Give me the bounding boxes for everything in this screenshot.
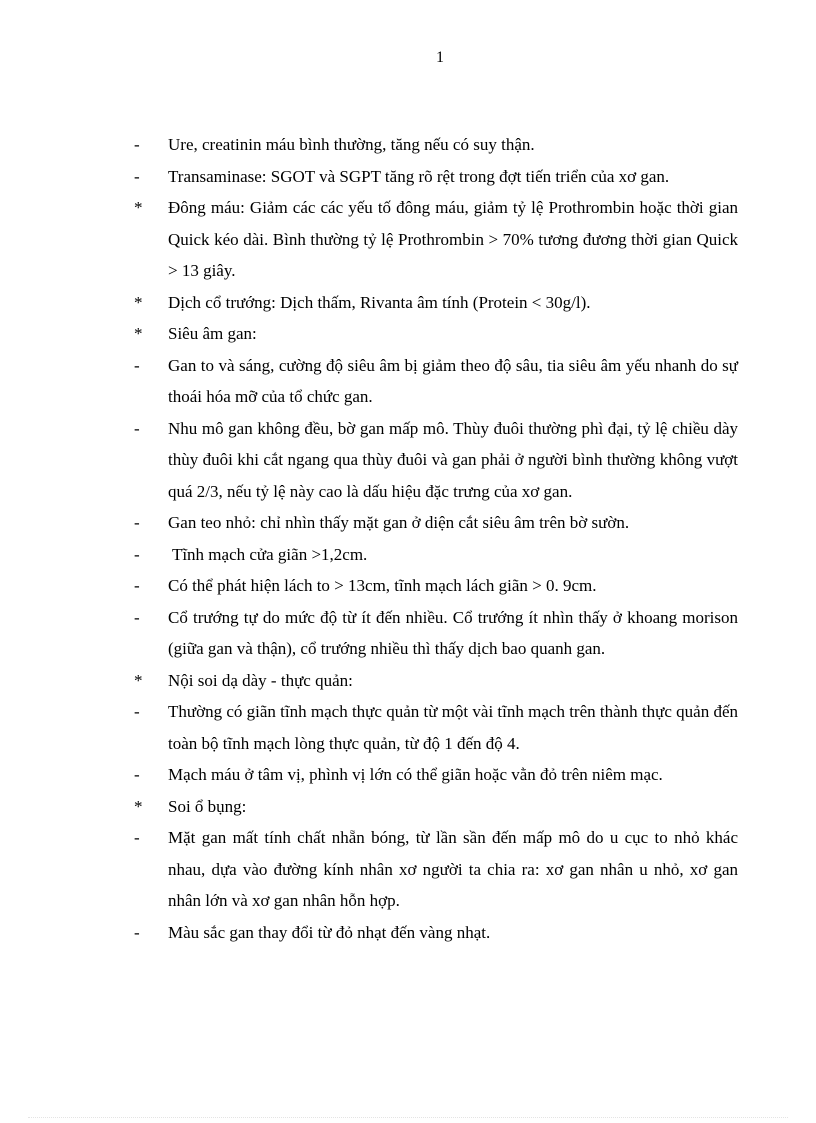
bullet-marker: -	[134, 418, 140, 438]
section-heading: Soi ổ bụng:	[168, 796, 247, 816]
list-item-text: Mặt gan mất tính chất nhẵn bóng, từ lần sần đến mấp mô do u cục to nhỏ khác nhau, dựa vào đường kính nhân xơ người ta chia ra: xơ gan nhân u nhỏ, xơ gan nhân lớn và xơ gan nhân hỗn hợp.	[168, 828, 738, 910]
bullet-marker: -	[134, 607, 140, 627]
list-item	[0, 665, 738, 697]
list-item-text: Dịch cổ trướng: Dịch thấm, Rivanta âm tính (Protein < 30g/l).	[168, 292, 591, 312]
list-item-text: Mạch máu ở tâm vị, phình vị lớn có thể giãn hoặc vằn đỏ trên niêm mạc.	[168, 765, 663, 784]
bullet-marker: -	[134, 544, 140, 564]
list-item	[0, 413, 738, 508]
list-item-text: Nhu mô gan không đều, bờ gan mấp mô. Thùy đuôi thường phì đại, tỷ lệ chiều dày thùy đuôi khi cắt ngang qua thùy đuôi và gan phải ở người bình thường không vượt quá 2/3, nếu tỷ lệ này cao là dấu hiệu đặc trưng của xơ gan.	[168, 418, 738, 501]
list-item-text: Đông máu: Giảm các các yếu tố đông máu, giảm tỷ lệ Prothrombin hoặc thời gian Quick kéo dài. Bình thường tỷ lệ Prothrombin > 70% tương đương thời gian Quick > 13 giây.	[168, 198, 738, 280]
list-item	[0, 192, 738, 287]
list-item	[0, 287, 738, 319]
asterisk-marker: *	[134, 324, 143, 343]
bullet-marker: -	[134, 355, 140, 375]
bullet-marker: -	[134, 922, 140, 942]
list-item-text: Transaminase: SGOT và SGPT tăng rõ rệt trong đợt tiến triển của xơ gan.	[168, 166, 670, 186]
list-item	[0, 759, 738, 791]
bullet-marker: -	[134, 135, 140, 154]
bullet-marker: -	[134, 828, 140, 847]
list-item-text: Ure, creatinin máu bình thường, tăng nếu có suy thận.	[168, 135, 535, 154]
list-item	[0, 917, 738, 949]
list-item-text: Cổ trướng tự do mức độ từ ít đến nhiều. Cổ trướng ít nhìn thấy ở khoang morison (giữa gan và thận), cổ trướng nhiều thì thấy dịch bao quanh gan.	[168, 607, 738, 658]
bullet-marker: -	[134, 765, 140, 784]
list-item	[0, 822, 738, 917]
section-heading: Nội soi dạ dày - thực quản:	[168, 670, 353, 690]
list-item	[0, 602, 738, 665]
section-heading: Siêu âm gan:	[168, 324, 257, 343]
list-item	[0, 791, 738, 823]
asterisk-marker: *	[134, 292, 143, 312]
list-item	[0, 161, 738, 193]
list-item-text: Tĩnh mạch cửa giãn >1,2cm.	[168, 544, 368, 564]
bullet-marker: -	[134, 702, 140, 721]
list-item-text: Thường có giãn tĩnh mạch thực quản từ một vài tĩnh mạch trên thành thực quản đến toàn bộ tĩnh mạch lòng thực quản, từ độ 1 đến độ 4.	[168, 702, 738, 753]
bullet-marker: -	[134, 576, 140, 595]
page-number: 1	[436, 49, 444, 66]
list-item	[0, 570, 738, 602]
bullet-marker: -	[134, 166, 140, 186]
list-item-text: Màu sắc gan thay đổi từ đỏ nhạt đến vàng nhạt.	[168, 922, 491, 942]
list-item	[0, 539, 738, 571]
list-item-text: Có thể phát hiện lách to > 13cm, tĩnh mạch lách giãn > 0. 9cm.	[168, 576, 597, 595]
page-bottom-divider	[28, 1117, 788, 1118]
list-item	[0, 507, 738, 539]
asterisk-marker: *	[134, 670, 143, 690]
list-item	[0, 696, 738, 759]
list-item	[0, 129, 738, 161]
asterisk-marker: *	[134, 198, 143, 217]
asterisk-marker: *	[134, 796, 143, 816]
document-body	[0, 129, 816, 948]
list-item-text: Gan teo nhỏ: chỉ nhìn thấy mặt gan ở diện cắt siêu âm trên bờ sườn.	[168, 513, 630, 532]
list-item	[0, 318, 738, 350]
list-item-text: Gan to và sáng, cường độ siêu âm bị giảm theo độ sâu, tia siêu âm yếu nhanh do sự thoái hóa mỡ của tổ chức gan.	[168, 355, 738, 406]
list-item	[0, 350, 738, 413]
bullet-marker: -	[134, 513, 140, 532]
